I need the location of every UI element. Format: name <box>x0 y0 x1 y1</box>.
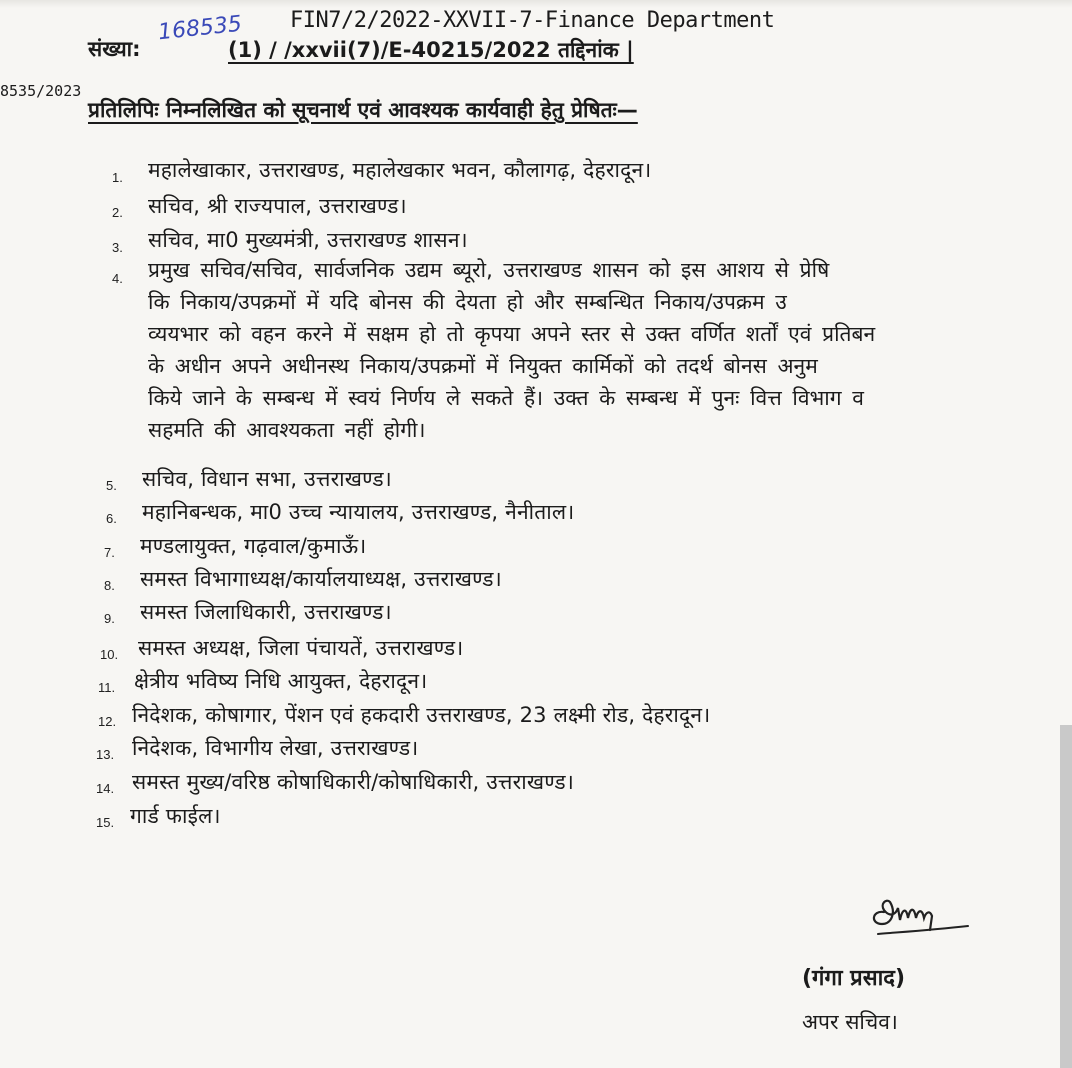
list-item: मण्डलायुक्त, गढ़वाल/कुमाऊँ। <box>140 534 367 558</box>
list-item-paragraph <box>148 254 1072 446</box>
list-item: समस्त विभागाध्यक्ष/कार्यालयाध्यक्ष, उत्तराखण्ड। <box>140 567 502 591</box>
item-number: 6. <box>106 511 117 526</box>
paragraph-line: सहमति की आवश्यकता नहीं होगी। <box>148 418 426 442</box>
list-item: सचिव, मा0 मुख्यमंत्री, उत्तराखण्ड शासन। <box>148 228 468 252</box>
paragraph-line: व्ययभार को वहन करने में सक्षम हो तो कृपया अपने स्तर से उक्त वर्णित शर्तों एवं प्रतिबन <box>148 322 876 346</box>
item-number: 7. <box>104 545 115 560</box>
item-number: 10. <box>100 647 119 662</box>
item-number: 9. <box>104 611 115 626</box>
item-number: 5. <box>106 478 117 493</box>
letter-reference: (1) / /xxvii(7)/E-40215/2022 तद्दिनांक | <box>228 38 634 62</box>
item-number: 1. <box>112 170 123 185</box>
item-number: 12. <box>98 714 117 729</box>
paragraph-line: किये जाने के सम्बन्ध में स्वयं निर्णय ले सकते हैं। उक्त के सम्बन्ध में पुनः वित्त विभाग व <box>148 386 864 410</box>
item-number: 11. <box>98 680 116 695</box>
copy-to-heading: प्रतिलिपिः निम्नलिखित को सूचनार्थ एवं आवश्यक कार्यवाही हेतु प्रेषितः— <box>88 98 638 122</box>
item-number: 2. <box>112 205 123 220</box>
list-item: निदेशक, विभागीय लेखा, उत्तराखण्ड। <box>132 736 419 760</box>
page-top-edge <box>0 0 1072 8</box>
signature-scribble <box>862 888 972 948</box>
handwritten-number: 168535 <box>156 11 244 46</box>
list-item: महानिबन्धक, मा0 उच्च न्यायालय, उत्तराखण्ड, नैनीताल। <box>142 500 575 524</box>
list-item: क्षेत्रीय भविष्य निधि आयुक्त, देहरादून। <box>134 669 428 693</box>
list-item: महालेखाकार, उत्तराखण्ड, महालेखकार भवन, कौलागढ़, देहरादून। <box>148 158 652 182</box>
item-number: 14. <box>96 781 115 796</box>
scrollbar[interactable] <box>1060 725 1072 1068</box>
item-number: 4. <box>112 271 123 286</box>
list-item: समस्त मुख्य/वरिष्ठ कोषाधिकारी/कोषाधिकारी, उत्तराखण्ड। <box>132 770 575 794</box>
paragraph-line: के अधीन अपने अधीनस्थ निकाय/उपक्रमों में नियुक्त कार्मिकों को तदर्थ बोनस अनुम <box>148 354 818 378</box>
list-item: समस्त जिलाधिकारी, उत्तराखण्ड। <box>140 600 392 624</box>
number-label: संख्या: <box>88 37 141 61</box>
list-item: समस्त अध्यक्ष, जिला पंचायतें, उत्तराखण्ड। <box>138 636 464 660</box>
file-reference: FIN7/2/2022-XXVII-7-Finance Department <box>290 8 775 33</box>
side-stamp: 8535/2023 <box>0 82 82 100</box>
signatory-designation: अपर सचिव। <box>802 1010 898 1034</box>
signatory-name: (गंगा प्रसाद) <box>802 966 906 991</box>
paragraph-line: कि निकाय/उपक्रमों में यदि बोनस की देयता हो और सम्बन्धित निकाय/उपक्रम उ <box>148 290 787 314</box>
paragraph-line: प्रमुख सचिव/सचिव, सार्वजनिक उद्यम ब्यूरो, उत्तराखण्ड शासन को इस आशय से प्रेषि <box>148 258 830 282</box>
list-item: निदेशक, कोषागार, पेंशन एवं हकदारी उत्तराखण्ड, 23 लक्ष्मी रोड, देहरादून। <box>132 703 711 727</box>
list-item: सचिव, श्री राज्यपाल, उत्तराखण्ड। <box>148 194 407 218</box>
item-number: 3. <box>112 240 123 255</box>
item-number: 13. <box>96 747 115 762</box>
item-number: 15. <box>96 815 115 830</box>
item-number: 8. <box>104 578 115 593</box>
list-item: गार्ड फाईल। <box>130 804 221 828</box>
list-item: सचिव, विधान सभा, उत्तराखण्ड। <box>142 467 392 491</box>
